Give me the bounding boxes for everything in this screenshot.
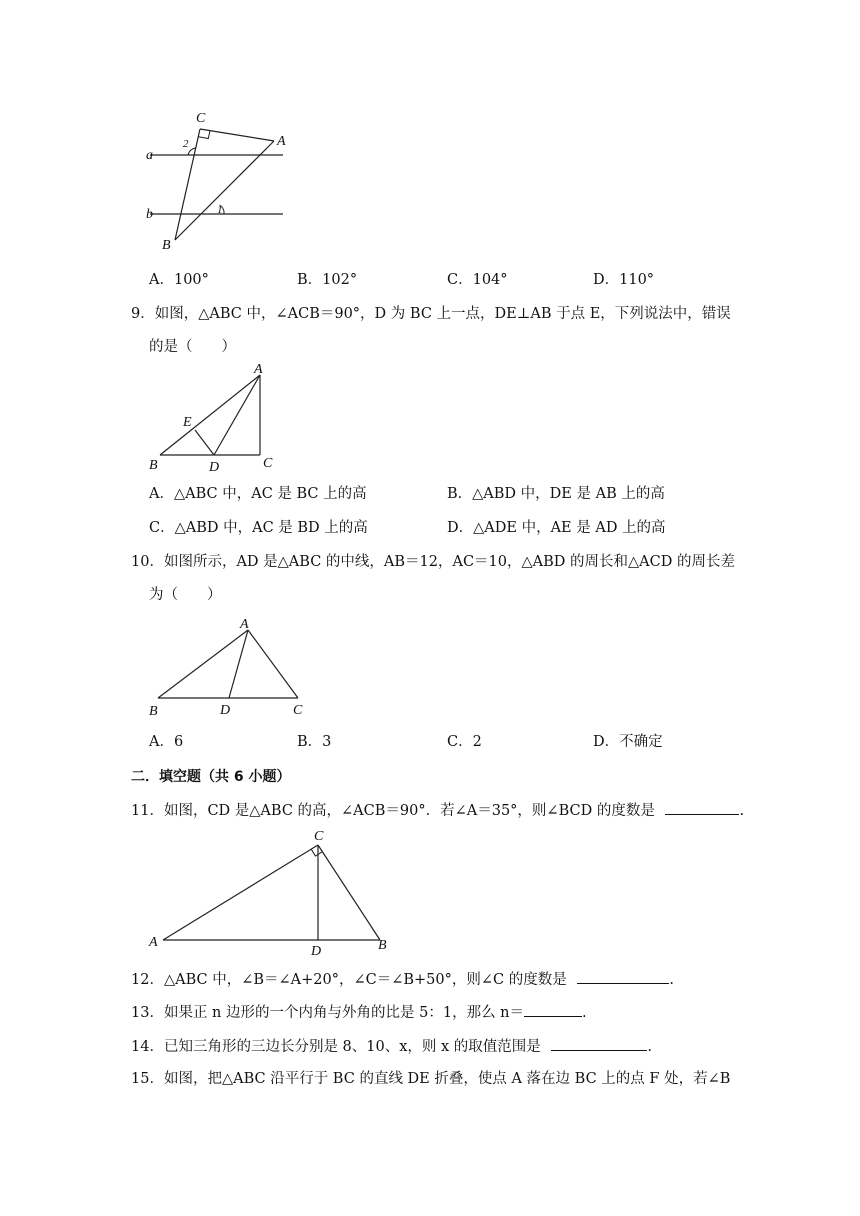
q14-answer-blank[interactable] — [551, 1036, 647, 1051]
q13-answer-blank[interactable] — [524, 1002, 582, 1017]
q10-figure — [145, 612, 315, 722]
q8-option-a[interactable]: A．100° — [149, 272, 209, 288]
label-B: B — [149, 704, 158, 719]
segment-AC — [163, 845, 318, 940]
q9-option-b[interactable]: B．△ABD 中，DE 是 AB 上的高 — [447, 486, 665, 502]
q8-figure — [140, 105, 300, 265]
q11-answer-blank[interactable] — [665, 800, 739, 815]
q8-option-b[interactable]: B．102° — [297, 272, 358, 288]
q12-answer-blank[interactable] — [577, 969, 669, 984]
label-D: D — [311, 944, 322, 959]
q9-stem-line2: 的是（ ） — [149, 339, 236, 355]
label-A: A — [240, 617, 249, 632]
label-b: b — [146, 207, 153, 222]
segment-AD — [214, 375, 260, 455]
label-C: C — [263, 456, 273, 471]
label-a: a — [146, 148, 153, 163]
q13-text: 13．如果正 n 边形的一个内角与外角的比是 5：1，那么 n＝ — [131, 1005, 525, 1021]
label-B: B — [149, 458, 158, 473]
label-A: A — [149, 935, 158, 950]
q10-stem-line2: 为（ ） — [149, 587, 222, 603]
q15-stem: 15．如图，把△ABC 沿平行于 BC 的直线 DE 折叠，使点 A 落在边 BC 上的点 F 处，若∠B — [131, 1071, 731, 1087]
segment-AB — [160, 375, 260, 455]
q14-stem — [131, 1036, 652, 1057]
label-A: A — [254, 362, 263, 377]
label-C: C — [196, 111, 206, 126]
label-B: B — [162, 238, 171, 253]
q9-option-c[interactable]: C．△ABD 中，AC 是 BD 上的高 — [149, 520, 368, 536]
label-C: C — [293, 703, 303, 718]
q11-stem — [131, 800, 744, 821]
right-angle-mark — [311, 849, 322, 856]
label-angle-2: 2 — [183, 138, 189, 150]
q9-figure — [145, 362, 285, 477]
q9-option-a[interactable]: A．△ABC 中，AC 是 BC 上的高 — [149, 486, 367, 502]
segment-AC — [248, 630, 298, 698]
q9-option-d[interactable]: D．△ADE 中，AE 是 AD 上的高 — [447, 520, 666, 536]
q11-period: . — [739, 803, 745, 819]
label-E: E — [183, 415, 192, 430]
segment-AD — [229, 630, 248, 698]
segment-CA — [200, 129, 274, 141]
segment-DE — [195, 430, 214, 455]
label-angle-1: 1 — [217, 204, 223, 216]
segment-AB — [158, 630, 248, 698]
q13-period: . — [582, 1005, 587, 1021]
q10-stem-line1: 10．如图所示，AD 是△ABC 的中线，AB＝12，AC＝10，△ABD 的周长和△ACD 的周长差 — [131, 554, 735, 570]
segment-CB — [318, 845, 380, 940]
section-title-fill-blank: 二．填空题（共 6 小题） — [131, 769, 291, 785]
label-A: A — [277, 134, 286, 149]
q12-text: 12．△ABC 中，∠B＝∠A+20°，∠C＝∠B+50°，则∠C 的度数是 — [131, 972, 567, 988]
q10-option-c[interactable]: C．2 — [447, 734, 482, 750]
q12-stem — [131, 969, 674, 990]
q14-text: 14．已知三角形的三边长分别是 8、10、x，则 x 的取值范围是 — [131, 1039, 541, 1055]
q11-text: 11．如图，CD 是△ABC 的高，∠ACB＝90°．若∠A＝35°，则∠BCD 的度数是 — [131, 803, 655, 819]
q9-stem-line1: 9．如图，△ABC 中，∠ACB＝90°，D 为 BC 上一点，DE⊥AB 于点 E，下列说法中，错误 — [131, 306, 731, 322]
q13-stem — [131, 1002, 587, 1023]
label-B: B — [378, 938, 387, 953]
segment-AB — [175, 141, 274, 240]
label-D: D — [209, 460, 220, 475]
right-angle-mark — [199, 131, 211, 139]
q11-figure — [145, 825, 395, 960]
q12-period: . — [669, 972, 674, 988]
q10-option-d[interactable]: D．不确定 — [593, 734, 663, 750]
q8-option-d[interactable]: D．110° — [593, 272, 655, 288]
label-C: C — [314, 829, 324, 844]
q10-option-b[interactable]: B．3 — [297, 734, 332, 750]
q14-period: . — [647, 1039, 653, 1055]
q8-option-c[interactable]: C．104° — [447, 272, 508, 288]
q10-option-a[interactable]: A．6 — [149, 734, 184, 750]
label-D: D — [220, 703, 231, 718]
